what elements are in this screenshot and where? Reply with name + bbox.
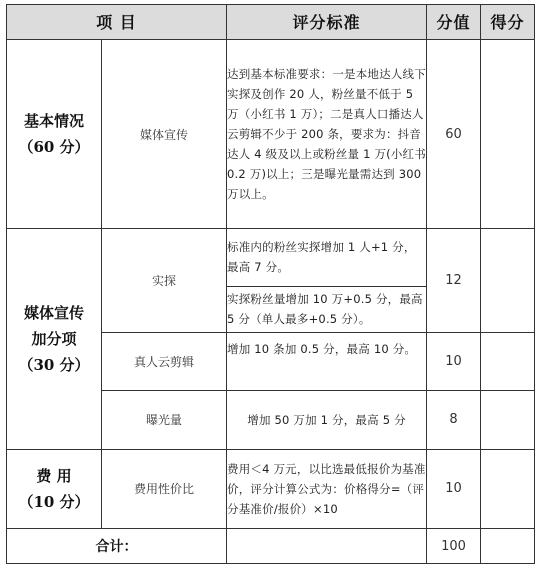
total-row <box>7 529 535 564</box>
total-obtained <box>481 529 535 564</box>
clip-obtained <box>481 333 535 390</box>
clip-subitem: 真人云剪辑 <box>102 333 227 390</box>
explore-standard-1: 标准内的粉丝实探增加 1 人+1 分，最高 7 分。 <box>227 229 427 286</box>
basic-standard: 达到基本标准要求：一是本地达人线下实探及创作 20 人，粉丝量不低于 5 万（小红书 1 万）；二是真人口播达人云剪辑不少于 200 条，要求为：抖音达人 4 级及以上或粉丝量 1 万(小红书 0.2 万)以上；三是曝光量需达到 300 万以上。 <box>227 39 427 229</box>
bonus-category <box>7 229 102 449</box>
exposure-score: 8 <box>427 390 481 449</box>
basic-row <box>7 39 535 229</box>
basic-score: 60 <box>427 39 481 229</box>
header-item: 项 目 <box>7 5 227 40</box>
cost-category <box>7 449 102 529</box>
cost-row <box>7 449 535 529</box>
cost-obtained <box>481 449 535 529</box>
basic-obtained <box>481 39 535 229</box>
explore-score: 12 <box>427 229 481 333</box>
basic-points: （60 分） <box>18 138 90 157</box>
header-score: 分值 <box>427 5 481 40</box>
basic-category <box>7 39 102 229</box>
total-score: 100 <box>427 529 481 564</box>
cost-points: （10 分） <box>18 492 90 511</box>
header-row <box>7 5 535 40</box>
cost-score: 10 <box>427 449 481 529</box>
bonus-title-1: 媒体宣传 <box>23 304 84 323</box>
exposure-obtained <box>481 390 535 449</box>
explore-standard-2: 实探粉丝量增加 10 万+0.5 分，最高 5 分（单人最多+0.5 分）。 <box>227 286 427 333</box>
cost-subitem: 费用性价比 <box>102 449 227 529</box>
scoring-table <box>6 4 535 564</box>
header-standard: 评分标准 <box>227 5 427 40</box>
exposure-subitem: 曝光量 <box>102 390 227 449</box>
clip-standard: 增加 10 条加 0.5 分，最高 10 分。 <box>227 333 427 390</box>
clip-score: 10 <box>427 333 481 390</box>
explore-row-1 <box>7 229 535 286</box>
cost-standard: 费用＜4 万元，以比选最低报价为基准价，评分计算公式为：价格得分=（评分基准价/报价）×10 <box>227 449 427 529</box>
explore-subitem: 实探 <box>102 229 227 333</box>
bonus-points: （30 分） <box>18 356 90 375</box>
bonus-title-2: 加分项 <box>31 330 77 349</box>
header-obtained: 得分 <box>481 5 535 40</box>
basic-subitem: 媒体宣传 <box>102 39 227 229</box>
explore-obtained <box>481 229 535 333</box>
basic-title: 基本情况 <box>23 112 84 131</box>
cost-title: 费 用 <box>36 466 72 485</box>
exposure-standard: 增加 50 万加 1 分，最高 5 分 <box>227 390 427 449</box>
total-label: 合计： <box>7 529 227 564</box>
total-standard-empty <box>227 529 427 564</box>
